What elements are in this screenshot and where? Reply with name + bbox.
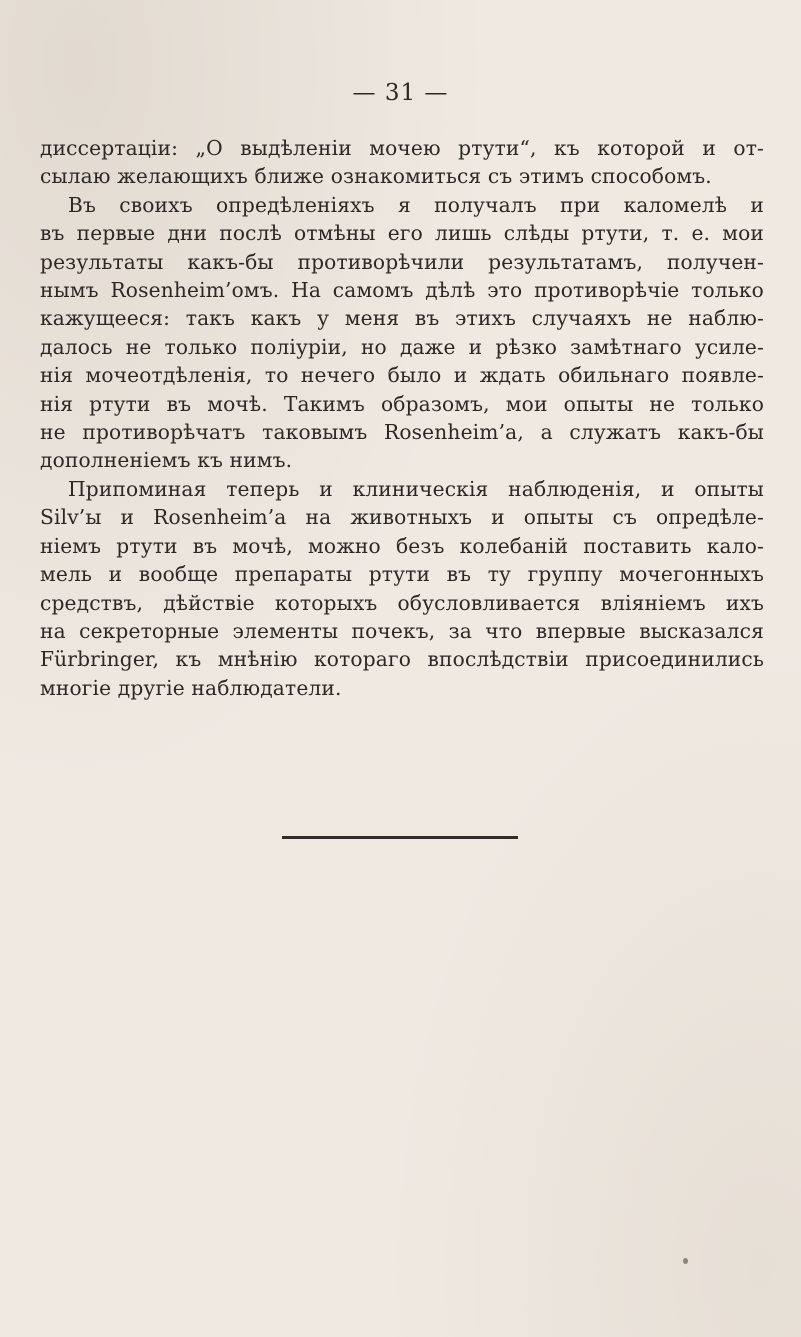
text-line: Silv’ы и Rosenheim’а на животныхъ и опыты съ опредѣле- [40,505,764,530]
text-line: дополненіемъ къ нимъ. [40,448,293,473]
text-line: кажущееся: такъ какъ у меня въ этихъ случаяхъ не наблю- [40,306,764,331]
text-line: ніемъ ртути въ мочѣ, можно безъ колебаній поставить кало- [40,533,764,558]
text-line: въ первые дни послѣ отмѣны его лишь слѣды ртути, т. е. мои [40,221,764,246]
paper-speck [683,1258,688,1264]
text-line: нія мочеотдѣленія, то нечего было и ждать обильнаго появле- [40,363,764,388]
text-line: диссертаціи: „О выдѣленіи мочею ртути“, къ которой и от- [40,136,764,160]
body-text [40,134,764,702]
text-line: средствъ, дѣйствіе которыхъ обусловливается вліяніемъ ихъ [40,590,764,615]
section-divider-rule [282,836,518,839]
text-line: нымъ Rosenheim’омъ. На самомъ дѣлѣ это противорѣчіе только [40,278,764,303]
text-line: результаты какъ-бы противорѣчили результатамъ, получен- [40,249,764,274]
page-number: — 31 — [352,80,449,106]
text-line: далось не только поліуріи, но даже и рѣзко замѣтнаго усиле- [40,334,764,359]
paragraph-1 [40,134,764,191]
paragraph-3 [40,475,764,702]
text-line: Въ своихъ опредѣленіяхъ я получалъ при каломелѣ и [68,192,764,217]
text-line: не противорѣчатъ таковымъ Rosenheim’а, а служатъ какъ-бы [40,420,764,445]
text-line: многіе другіе наблюдатели. [40,675,342,700]
text-line: Припоминая теперь и клиническія наблюденія, и опыты [68,476,764,501]
paragraph-2 [40,191,764,475]
text-line: Fürbringer, къ мнѣнію котораго впослѣдствіи присоединились [40,647,764,672]
text-line: нія ртути въ мочѣ. Такимъ образомъ, мои опыты не только [40,391,764,416]
text-line: сылаю желающихъ ближе ознакомиться съ этимъ способомъ. [40,164,712,189]
text-line: мель и вообще препараты ртути въ ту группу мочегонныхъ [40,562,764,587]
text-line: на секреторные элементы почекъ, за что впервые высказался [40,618,764,643]
